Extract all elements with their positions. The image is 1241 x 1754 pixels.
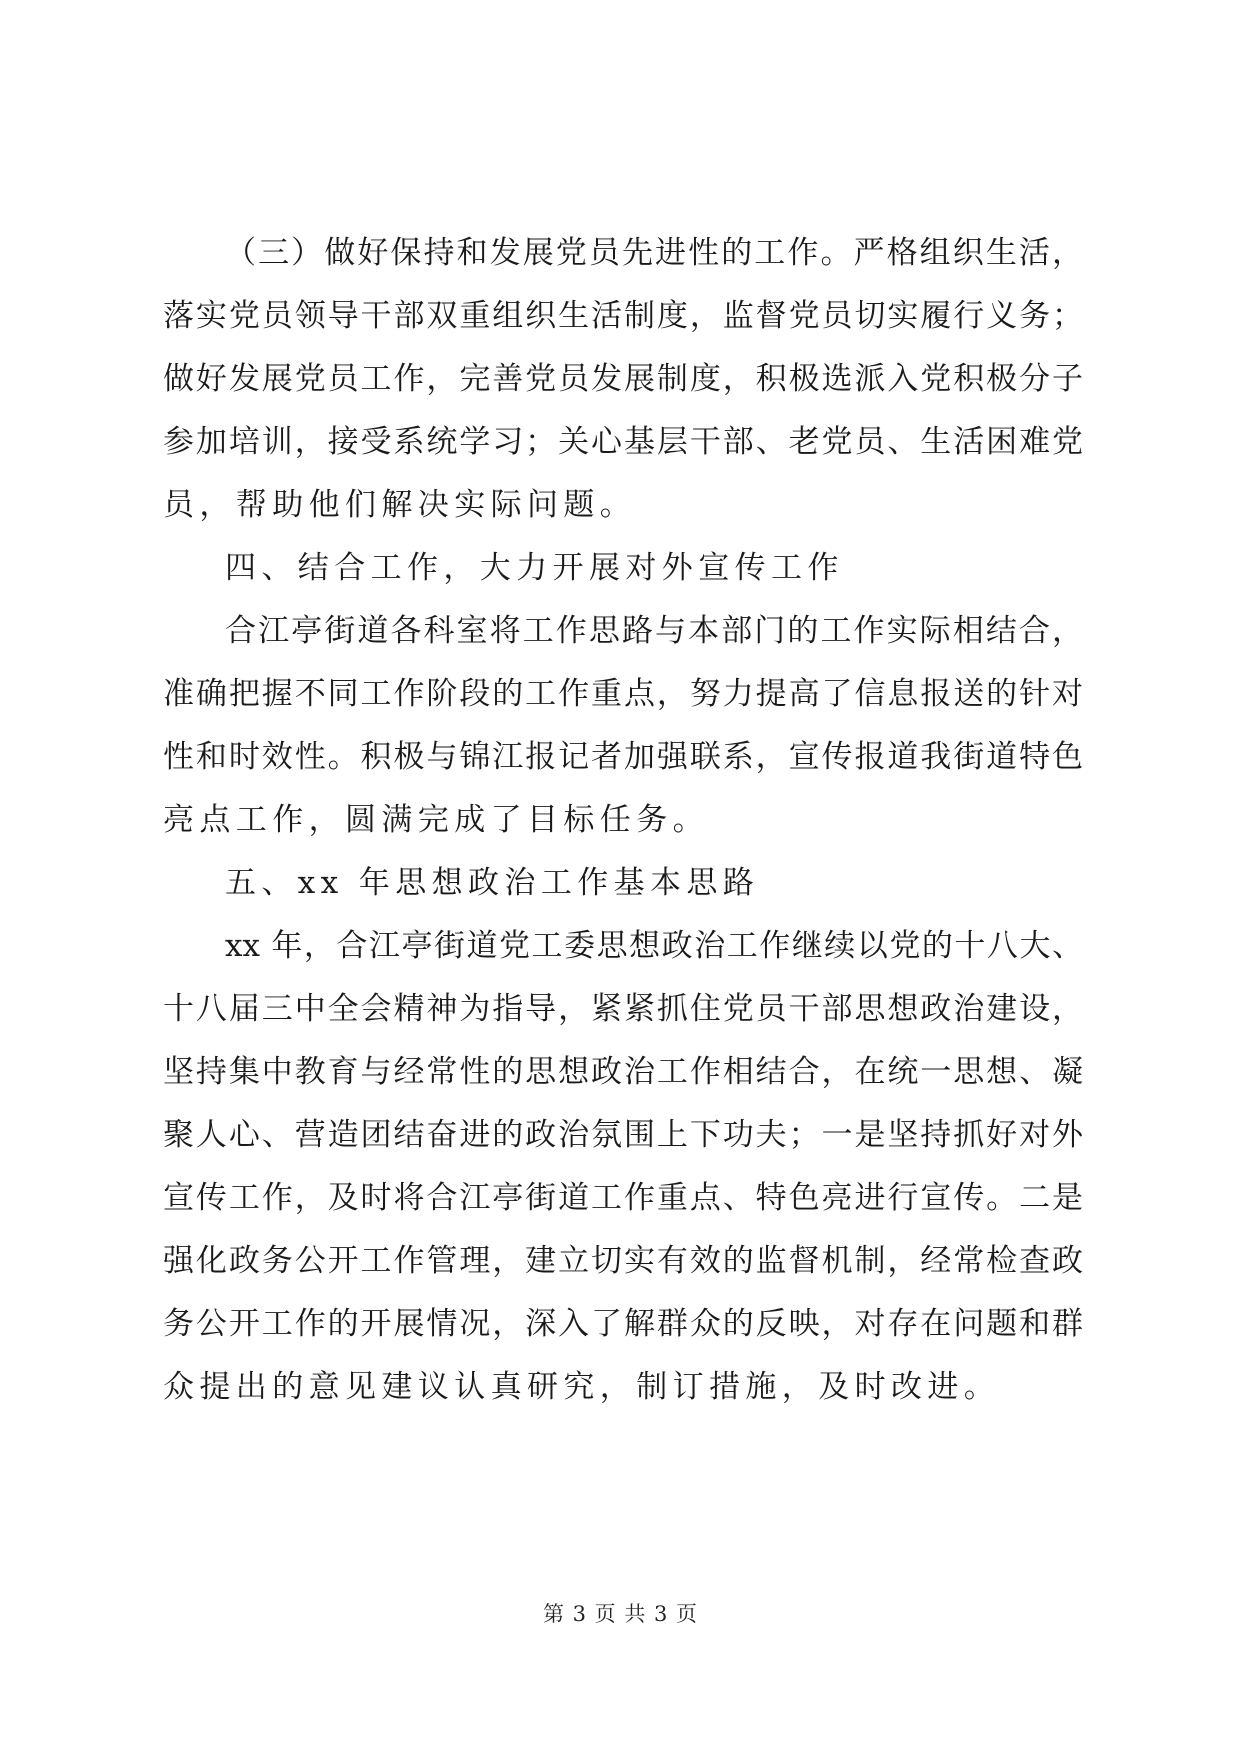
paragraph-5-line-6: 强化政务公开工作管理，建立切实有效的监督机制，经常检查政 bbox=[163, 1243, 1083, 1279]
paragraph-4-line-3: 性和时效性。积极与锦江报记者加强联系，宣传报道我街道特色 bbox=[163, 739, 1083, 775]
paragraph-5-line-2: 十八届三中全会精神为指导，紧紧抓住党员干部思想政治建设， bbox=[163, 991, 1083, 1027]
paragraph-5-line-1: xx 年，合江亭街道党工委思想政治工作继续以党的十八大、 bbox=[225, 928, 1083, 964]
paragraph-5-line-3: 坚持集中教育与经常性的思想政治工作相结合，在统一思想、凝 bbox=[163, 1054, 1083, 1090]
page-number-footer: 第 3 页 共 3 页 bbox=[542, 1602, 699, 1626]
paragraph-3-line-1: （三）做好保持和发展党员先进性的工作。严格组织生活， bbox=[225, 235, 1083, 271]
paragraph-5-line-7: 务公开工作的开展情况，深入了解群众的反映，对存在问题和群 bbox=[163, 1306, 1083, 1342]
paragraph-3-line-5: 员，帮助他们解决实际问题。 bbox=[163, 487, 637, 523]
paragraph-3-line-2: 落实党员领导干部双重组织生活制度，监督党员切实履行义务； bbox=[163, 298, 1083, 334]
paragraph-3-line-4: 参加培训，接受系统学习；关心基层干部、老党员、生活困难党 bbox=[163, 424, 1083, 460]
paragraph-4-line-1: 合江亭街道各科室将工作思路与本部门的工作实际相结合， bbox=[225, 613, 1083, 649]
paragraph-5-line-4: 聚人心、营造团结奋进的政治氛围上下功夫；一是坚持抓好对外 bbox=[163, 1117, 1083, 1153]
paragraph-4-line-4: 亮点工作，圆满完成了目标任务。 bbox=[163, 802, 709, 838]
document-body bbox=[163, 222, 1083, 1419]
section-heading-4: 四、结合工作，大力开展对外宣传工作 bbox=[225, 550, 844, 586]
paragraph-5-line-5: 宣传工作，及时将合江亭街道工作重点、特色亮进行宣传。二是 bbox=[163, 1180, 1083, 1216]
paragraph-4-line-2: 准确把握不同工作阶段的工作重点，努力提高了信息报送的针对 bbox=[163, 676, 1083, 712]
section-heading-5: 五、xx 年思想政治工作基本思路 bbox=[225, 865, 760, 901]
paragraph-3-line-3: 做好发展党员工作，完善党员发展制度，积极选派入党积极分子 bbox=[163, 361, 1083, 397]
paragraph-5-line-8: 众提出的意见建议认真研究，制订措施，及时改进。 bbox=[163, 1369, 1001, 1405]
